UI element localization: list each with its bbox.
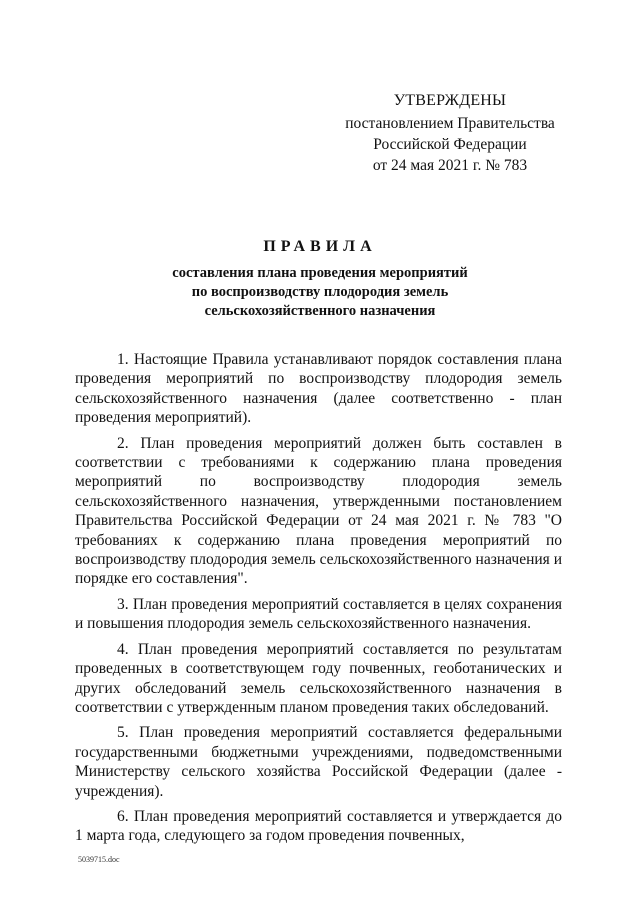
- approval-line-2: Российской Федерации: [373, 136, 527, 153]
- paragraph-4: 4. План проведения мероприятий составляется по результатам проведенных в соответствующем году почвенных, геоботанических и других обследований земель сельскохозяйственного назначения в соответствии с утвержденным планом проведения таких обследований.: [75, 640, 562, 716]
- file-name-footer: 5039715.doc: [78, 855, 120, 864]
- document-subtitle: [150, 264, 490, 321]
- approval-heading: УТВЕРЖДЕНЫ: [393, 92, 507, 109]
- paragraph-3: 3. План проведения мероприятий составляется в целях сохранения и повышения плодородия земель сельскохозяйственного назначения.: [75, 595, 562, 633]
- document-title: ПРАВИЛА: [263, 238, 377, 255]
- paragraph-5: 5. План проведения мероприятий составляется федеральными государственными бюджетными учреждениями, подведомственными Министерству сельского хозяйства Российской Федерации (далее - учреждения).: [75, 724, 562, 800]
- paragraph-6: 6. План проведения мероприятий составляется и утверждается до 1 марта года, следующего за годом проведения почвенных,: [75, 807, 562, 845]
- approval-line-1: постановлением Правительства: [345, 115, 555, 132]
- paragraph-1: 1. Настоящие Правила устанавливают порядок составления плана проведения мероприятий по воспроизводству плодородия земель сельскохозяйственного назначения (далее соответственно - план проведения мероприятий).: [75, 351, 562, 427]
- subtitle-line-2: по воспроизводству плодородия земель: [191, 284, 449, 300]
- approval-line-3: от 24 мая 2021 г. № 783: [372, 157, 528, 174]
- document-body: [75, 350, 562, 852]
- paragraph-2: 2. План проведения мероприятий должен быть составлен в соответствии с требованиями к содержанию плана проведения мероприятий по воспроизводству плодородия земель сельскохозяйственного назначения, утвержденными постановлением Правительства Российской Федерации от 24 мая 2021 г. № 783 "О требованиях к содержанию плана проведения мероприятий по воспроизводству плодородия земель сельскохозяйственного назначения и порядке его составления".: [75, 434, 562, 588]
- subtitle-line-1: составления плана проведения мероприятий: [172, 265, 468, 281]
- approval-block: [340, 90, 560, 176]
- subtitle-line-3: сельскохозяйственного назначения: [204, 303, 436, 319]
